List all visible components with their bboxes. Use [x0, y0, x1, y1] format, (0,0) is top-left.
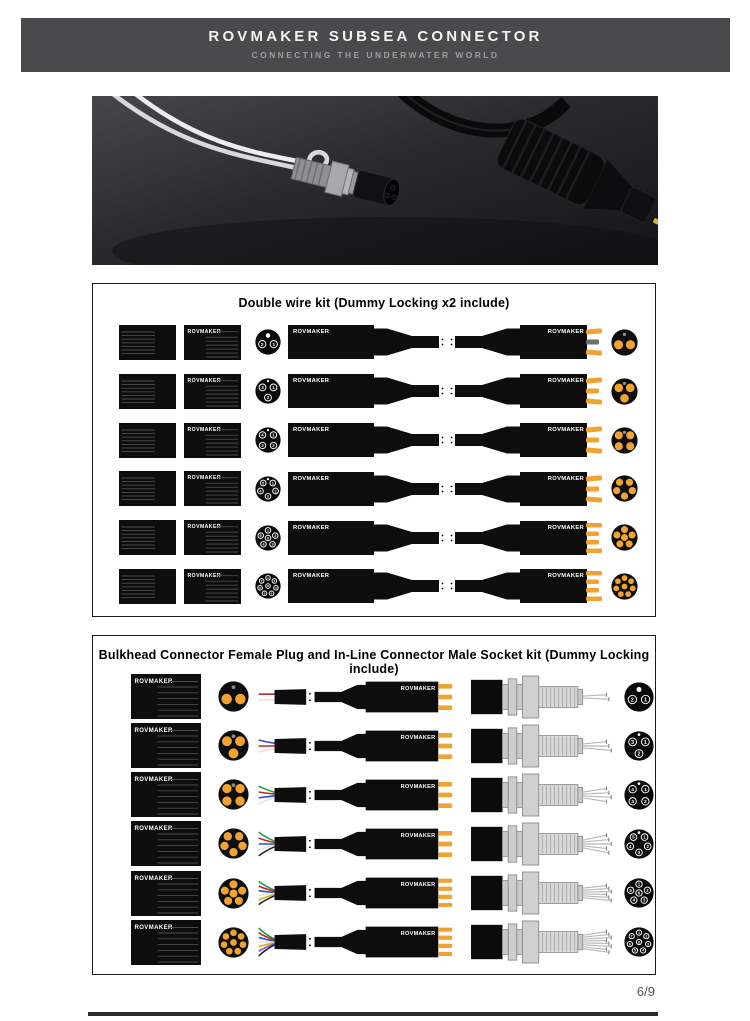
svg-text:ROVMAKER: ROVMAKER — [547, 427, 584, 434]
double-wire-cable — [288, 322, 606, 362]
svg-text:5: 5 — [262, 480, 265, 486]
kit-section-double-wire — [92, 283, 656, 617]
svg-text:4: 4 — [631, 786, 635, 793]
kit-row-3pin — [93, 721, 655, 770]
kit-row-2pin — [93, 672, 655, 721]
dummy-locking-branded — [131, 821, 201, 866]
inline-male-socket-cable — [255, 673, 455, 721]
svg-text:2: 2 — [630, 697, 634, 704]
double-wire-cable — [288, 566, 606, 606]
svg-text:ROVMAKER: ROVMAKER — [400, 931, 436, 938]
svg-text:ROVMAKER: ROVMAKER — [134, 924, 173, 931]
connector-face-pins — [218, 730, 249, 761]
svg-text:5: 5 — [263, 591, 266, 596]
dummy-locking-plug — [119, 325, 176, 360]
svg-text:ROVMAKER: ROVMAKER — [293, 524, 330, 531]
svg-text:2: 2 — [273, 579, 276, 584]
dummy-locking-branded — [131, 723, 201, 768]
svg-text:6: 6 — [266, 536, 270, 541]
product-photo — [92, 96, 658, 265]
svg-text:1: 1 — [272, 343, 276, 349]
svg-text:6: 6 — [637, 890, 641, 896]
svg-text:ROVMAKER: ROVMAKER — [547, 475, 584, 482]
kit2-title: Bulkhead Connector Female Plug and In-Line Connector Male Socket kit (Dummy Locking include) — [98, 648, 650, 676]
double-wire-cable — [288, 518, 606, 558]
svg-text:1: 1 — [643, 834, 646, 840]
svg-text:1: 1 — [267, 576, 269, 581]
svg-text:1: 1 — [272, 385, 275, 391]
svg-text:ROVMAKER: ROVMAKER — [134, 728, 173, 735]
double-wire-cable — [288, 371, 606, 411]
svg-text:2: 2 — [272, 443, 275, 449]
dummy-locking-branded — [131, 871, 201, 916]
svg-text:8: 8 — [267, 584, 269, 589]
svg-text:ROVMAKER: ROVMAKER — [400, 882, 436, 889]
kit2-rows — [93, 672, 655, 967]
connector-face-pins — [611, 378, 638, 405]
inline-male-socket-cable — [255, 918, 455, 966]
svg-text:7: 7 — [260, 579, 263, 584]
svg-text:5: 5 — [259, 533, 262, 538]
pin-diagram-numbered — [624, 829, 654, 859]
kit-row-6pin — [93, 513, 655, 562]
svg-text:5: 5 — [633, 949, 636, 954]
dummy-locking-branded — [184, 520, 241, 555]
svg-text:3: 3 — [266, 493, 270, 499]
connector-face-pins — [611, 475, 638, 502]
pin-diagram-numbered — [624, 878, 654, 908]
kit-row-2pin — [93, 318, 655, 367]
bulkhead-female-plug — [471, 916, 616, 968]
double-wire-cable — [288, 420, 606, 460]
svg-text:1: 1 — [643, 786, 647, 793]
kit-row-5pin — [93, 464, 655, 513]
header-banner — [21, 18, 730, 72]
dummy-locking-branded — [184, 423, 241, 458]
svg-text:2: 2 — [645, 934, 648, 939]
svg-text:1: 1 — [637, 881, 641, 887]
svg-text:ROVMAKER: ROVMAKER — [547, 329, 584, 336]
kit-row-5pin — [93, 819, 655, 868]
svg-text:ROVMAKER: ROVMAKER — [400, 783, 436, 790]
svg-text:4: 4 — [642, 949, 645, 954]
svg-text:ROVMAKER: ROVMAKER — [400, 833, 436, 840]
svg-text:1: 1 — [644, 697, 648, 704]
svg-text:3: 3 — [647, 942, 650, 947]
svg-text:ROVMAKER: ROVMAKER — [187, 573, 221, 580]
dummy-locking-plug — [119, 374, 176, 409]
svg-text:2: 2 — [274, 533, 277, 538]
svg-text:ROVMAKER: ROVMAKER — [293, 329, 330, 336]
connector-face-pins — [218, 681, 249, 712]
svg-text:ROVMAKER: ROVMAKER — [293, 573, 330, 580]
bulkhead-female-plug — [471, 720, 616, 772]
svg-text:4: 4 — [259, 488, 262, 494]
svg-text:2: 2 — [643, 798, 647, 805]
svg-text:ROVMAKER: ROVMAKER — [400, 685, 436, 692]
svg-text:2: 2 — [274, 488, 277, 494]
inline-male-socket-cable — [255, 820, 455, 868]
svg-text:4: 4 — [632, 897, 636, 903]
svg-text:4: 4 — [261, 432, 264, 438]
svg-text:4: 4 — [270, 591, 273, 596]
bulkhead-female-plug — [471, 671, 616, 723]
pin-diagram-numbered — [624, 731, 654, 761]
svg-text:ROVMAKER: ROVMAKER — [187, 475, 221, 482]
connector-face-pins — [611, 329, 638, 356]
svg-text:4: 4 — [262, 542, 265, 547]
svg-text:3: 3 — [261, 385, 264, 391]
svg-text:3: 3 — [261, 443, 264, 449]
svg-text:ROVMAKER: ROVMAKER — [134, 875, 173, 882]
pin-diagram-numbered — [255, 378, 281, 404]
pin-diagram-numbered — [255, 525, 281, 551]
bulkhead-female-plug — [471, 867, 616, 919]
svg-text:4: 4 — [629, 843, 632, 849]
connector-face-pins — [218, 927, 249, 958]
svg-text:ROVMAKER: ROVMAKER — [293, 427, 330, 434]
svg-text:2: 2 — [646, 843, 649, 849]
dummy-locking-plug — [119, 471, 176, 506]
kit-row-8pin — [93, 918, 655, 967]
svg-text:1: 1 — [266, 528, 270, 533]
svg-text:2: 2 — [637, 751, 641, 758]
svg-text:ROVMAKER: ROVMAKER — [187, 524, 221, 531]
svg-text:3: 3 — [631, 739, 635, 746]
svg-text:5: 5 — [632, 834, 635, 840]
connector-face-pins — [611, 427, 638, 454]
page-subtitle: CONNECTING THE UNDERWATER WORLD — [251, 50, 500, 60]
connector-face-pins — [218, 779, 249, 810]
dummy-locking-branded — [131, 772, 201, 817]
bulkhead-female-plug — [471, 818, 616, 870]
svg-text:3: 3 — [642, 897, 646, 903]
dummy-locking-branded — [184, 374, 241, 409]
dummy-locking-branded — [184, 471, 241, 506]
pin-diagram-numbered — [255, 573, 281, 599]
svg-text:1: 1 — [638, 931, 640, 936]
kit-row-4pin — [93, 416, 655, 465]
svg-text:1: 1 — [271, 480, 274, 486]
kit-row-4pin — [93, 770, 655, 819]
inline-male-socket-cable — [255, 869, 455, 917]
svg-text:ROVMAKER: ROVMAKER — [547, 573, 584, 580]
svg-text:2: 2 — [266, 395, 270, 401]
svg-text:ROVMAKER: ROVMAKER — [547, 378, 584, 385]
svg-text:6: 6 — [259, 586, 261, 591]
pin-diagram-numbered — [255, 476, 281, 502]
connector-face-pins — [611, 573, 638, 600]
kit-row-3pin — [93, 367, 655, 416]
product-photo-illustration — [92, 96, 658, 265]
svg-text:7: 7 — [630, 934, 633, 939]
pin-diagram-numbered — [624, 927, 654, 957]
kit1-rows — [93, 318, 655, 611]
svg-text:ROVMAKER: ROVMAKER — [293, 475, 330, 482]
double-wire-cable — [288, 469, 606, 509]
svg-text:ROVMAKER: ROVMAKER — [187, 329, 221, 336]
svg-text:ROVMAKER: ROVMAKER — [134, 826, 173, 833]
dummy-locking-branded — [131, 920, 201, 965]
dummy-locking-plug — [119, 423, 176, 458]
footer-rule — [88, 1012, 658, 1016]
svg-text:3: 3 — [275, 586, 277, 591]
kit-row-6pin — [93, 869, 655, 918]
dummy-locking-branded — [131, 674, 201, 719]
svg-text:8: 8 — [638, 940, 640, 945]
svg-text:5: 5 — [629, 887, 632, 893]
bulkhead-female-plug — [471, 769, 616, 821]
svg-text:1: 1 — [272, 432, 275, 438]
svg-text:6: 6 — [628, 942, 631, 947]
svg-text:ROVMAKER: ROVMAKER — [547, 524, 584, 531]
dummy-locking-branded — [184, 325, 241, 360]
pin-diagram-numbered — [255, 427, 281, 453]
dummy-locking-plug — [119, 520, 176, 555]
connector-face-pins — [611, 524, 638, 551]
svg-text:2: 2 — [646, 887, 649, 893]
svg-text:ROVMAKER: ROVMAKER — [134, 679, 173, 686]
inline-male-socket-cable — [255, 722, 455, 770]
inline-male-socket-cable — [255, 771, 455, 819]
page-number: 6/9 — [636, 984, 655, 999]
pin-diagram-numbered — [624, 682, 654, 712]
page-title: ROVMAKER SUBSEA CONNECTOR — [208, 28, 543, 45]
svg-text:ROVMAKER: ROVMAKER — [400, 734, 436, 741]
svg-text:2: 2 — [260, 343, 264, 349]
kit-row-8pin — [93, 562, 655, 611]
dummy-locking-branded — [184, 569, 241, 604]
svg-text:3: 3 — [271, 542, 274, 547]
svg-text:ROVMAKER: ROVMAKER — [293, 378, 330, 385]
pin-diagram-numbered — [255, 329, 281, 355]
connector-face-pins — [218, 878, 249, 909]
pin-diagram-numbered — [624, 780, 654, 810]
svg-text:ROVMAKER: ROVMAKER — [187, 426, 221, 433]
svg-text:1: 1 — [643, 739, 647, 746]
connector-face-pins — [218, 828, 249, 859]
svg-text:ROVMAKER: ROVMAKER — [134, 777, 173, 784]
svg-text:ROVMAKER: ROVMAKER — [187, 377, 221, 384]
kit-section-bulkhead-inline — [92, 635, 656, 975]
dummy-locking-plug — [119, 569, 176, 604]
svg-text:3: 3 — [637, 850, 641, 856]
svg-text:3: 3 — [631, 798, 635, 805]
kit1-title: Double wire kit (Dummy Locking x2 include) — [238, 296, 510, 310]
